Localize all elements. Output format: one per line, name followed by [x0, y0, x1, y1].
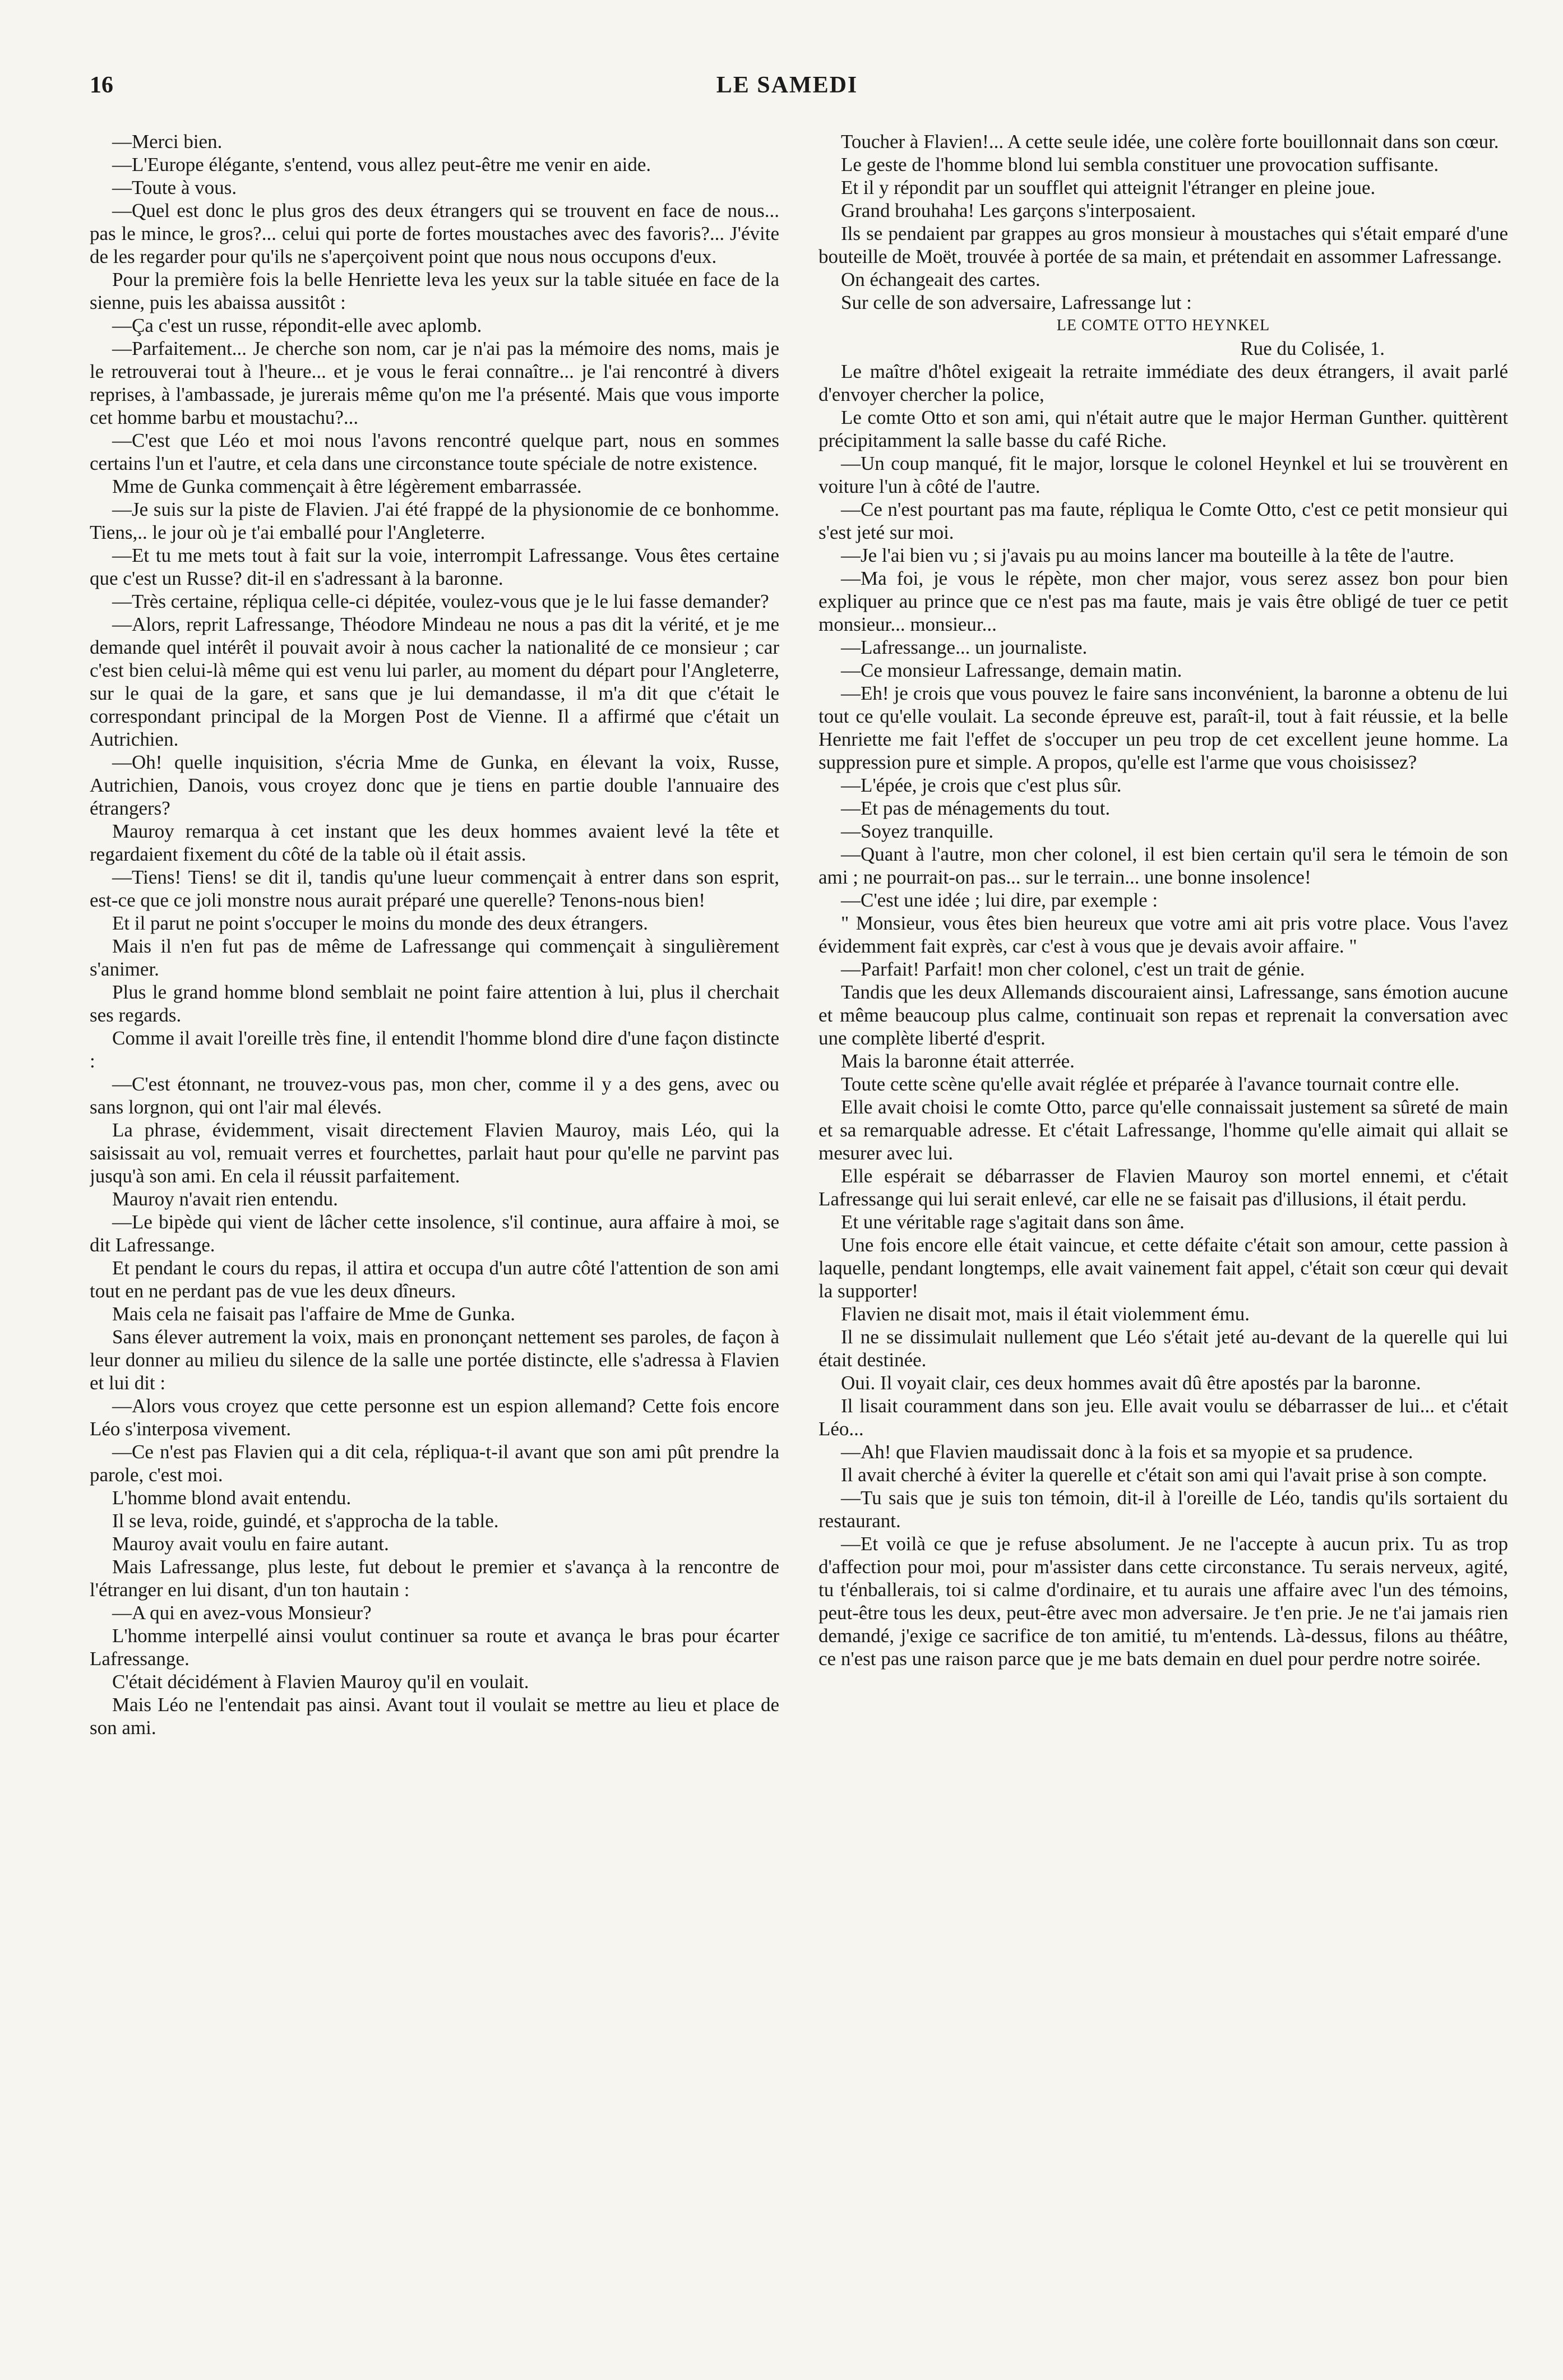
- paragraph: Mauroy n'avait rien entendu.: [112, 1188, 338, 1210]
- paragraph: Mais Léo ne l'entendait pas ainsi. Avant tout il voulait se mettre au lieu et place de son ami.: [90, 1694, 779, 1739]
- paragraph: —Tu sais que je suis ton témoin, dit-il à l'oreille de Léo, tandis qu'ils sortaient du restaurant.: [819, 1487, 1508, 1532]
- paragraph: Il lisait couramment dans son jeu. Elle avait voulu se débarrasser de lui... et c'était Léo...: [819, 1395, 1508, 1440]
- paragraph: —Merci bien.: [112, 131, 223, 152]
- paragraph: —Eh! je crois que vous pouvez le faire sans inconvénient, la baronne a obtenu de lui tout ce qu'elle voulait. La seconde épreuve est, paraît-il, tout à fait réussie, et la belle Henriette me fait l'effet de s'occuper un peu trop de cet excellent jeune homme. La suppression pure et simple. A propos, qu'elle est l'arme que vous choisissez?: [819, 682, 1508, 773]
- paragraph: Le comte Otto et son ami, qui n'était autre que le major Herman Gunther. quittèrent précipitamment la salle basse du café Riche.: [819, 406, 1508, 451]
- paragraph: —Ça c'est un russe, répondit-elle avec aplomb.: [112, 315, 482, 336]
- paragraph: Grand brouhaha! Les garçons s'interposaient.: [841, 200, 1196, 221]
- paragraph: L'homme interpellé ainsi voulut continuer sa route et avança le bras pour écarter Lafressange.: [90, 1625, 779, 1670]
- paragraph: Plus le grand homme blond semblait ne point faire attention à lui, plus il cherchait ses regards.: [90, 981, 779, 1026]
- paragraph: —L'Europe élégante, s'entend, vous allez peut-être me venir en aide.: [112, 154, 651, 175]
- paragraph: Mauroy remarqua à cet instant que les deux hommes avaient levé la tête et regardaient fixement du côté de la table où il était assis.: [90, 820, 779, 865]
- paragraph: —Ce n'est pourtant pas ma faute, répliqua le Comte Otto, c'est ce petit monsieur qui s'est jeté sur moi.: [819, 498, 1508, 543]
- paragraph: —Ce monsieur Lafressange, demain matin.: [841, 659, 1182, 681]
- paragraph: Il se leva, roide, guindé, et s'approcha de la table.: [112, 1510, 499, 1532]
- paragraph: Et pendant le cours du repas, il attira et occupa d'un autre côté l'attention de son ami tout en ne perdant pas de vue les deux dîneurs.: [90, 1257, 779, 1302]
- paragraph: —Parfaitement... Je cherche son nom, car je n'ai pas la mémoire des noms, mais je le retrouverai tout à l'heure... et je vous le ferai connaître... je l'ai rencontré à divers reprises, à l'ambassade, je jurerais même qu'on me l'a présenté. Mais que vous importe cet homme barbu et moustachu?...: [90, 338, 779, 428]
- paragraph: —Soyez tranquille.: [841, 820, 994, 842]
- paragraph: Mais la baronne était atterrée.: [841, 1050, 1075, 1072]
- paragraph: Mais Lafressange, plus leste, fut debout le premier et s'avança à la rencontre de l'étranger en lui disant, d'un ton hautain :: [90, 1556, 779, 1601]
- paragraph: —Très certaine, répliqua celle-ci dépitée, voulez-vous que je le lui fasse demander?: [112, 590, 769, 612]
- paragraph: —Oh! quelle inquisition, s'écria Mme de Gunka, en élevant la voix, Russe, Autrichien, Danois, vous croyez donc que je tiens en partie double l'annuaire des étrangers?: [90, 751, 779, 819]
- paragraph: LE COMTE OTTO HEYNKEL: [1056, 317, 1270, 334]
- paragraph: Comme il avait l'oreille très fine, il entendit l'homme blond dire d'une façon distincte :: [90, 1027, 779, 1072]
- paragraph: Mauroy avait voulu en faire autant.: [112, 1533, 389, 1555]
- paragraph: " Monsieur, vous êtes bien heureux que votre ami ait pris votre place. Vous l'avez évidemment fait exprès, car c'est à vous que je devais avoir affaire. ": [819, 912, 1508, 957]
- right-column: [819, 130, 1508, 2367]
- paragraph: —Parfait! Parfait! mon cher colonel, c'est un trait de génie.: [841, 958, 1305, 980]
- paragraph: —Tiens! Tiens! se dit il, tandis qu'une lueur commençait à entrer dans son esprit, est-ce que ce joli monstre nous aurait préparé une querelle? Tenons-nous bien!: [90, 866, 779, 911]
- paragraph: —Et voilà ce que je refuse absolument. Je ne l'accepte à aucun prix. Tu as trop d'affection pour moi, pour m'assister dans cette circonstance. Tu serais nerveux, agité, tu t'énballerais, toi si calme d'ordinaire, et tu aurais une affaire avec l'un des témoins, peut-être tous les deux, peut-être avec mon adversaire. Je t'en prie. Je ne t'ai jamais rien demandé, j'exige ce sacrifice de ton amitié, tu m'entends. Là-dessus, filons au théâtre, ce n'est pas une raison parce que je me bats demain en duel pour perdre notre soirée.: [819, 1533, 1508, 1670]
- paragraph: Le maître d'hôtel exigeait la retraite immédiate des deux étrangers, il avait parlé d'envoyer chercher la police,: [819, 361, 1508, 405]
- paragraph: —Et pas de ménagements du tout.: [841, 797, 1111, 819]
- paragraph: Et il parut ne point s'occuper le moins du monde des deux étrangers.: [112, 912, 648, 934]
- paragraph: —Toute à vous.: [112, 177, 237, 198]
- paragraph: Une fois encore elle était vaincue, et cette défaite c'était son amour, cette passion à laquelle, pendant longtemps, elle avait vainement fait appel, c'était son cœur qui devait la supporter!: [819, 1234, 1508, 1302]
- paragraph: Elle avait choisi le comte Otto, parce qu'elle connaissait justement sa sûreté de main et sa remarquable adresse. Et c'était Lafressange, l'homme qu'elle aimait qui allait se mesurer avec lui.: [819, 1096, 1508, 1164]
- paragraph: —C'est que Léo et moi nous l'avons rencontré quelque part, nous en sommes certains l'un et l'autre, et cela dans une circonstance toute spéciale de notre existence.: [90, 429, 779, 474]
- paragraph: —Je suis sur la piste de Flavien. J'ai été frappé de la physionomie de ce bonhomme. Tiens,.. le jour où je t'ai emballé pour l'Angleterre.: [90, 498, 779, 543]
- paragraph: —Le bipède qui vient de lâcher cette insolence, s'il continue, aura affaire à moi, se dit Lafressange.: [90, 1211, 779, 1256]
- paragraph: —Quel est donc le plus gros des deux étrangers qui se trouvent en face de nous... pas le mince, le gros?... celui qui porte de fortes moustaches avec des favoris?... J'évite de les regarder pour qu'ils ne s'aperçoivent point que nous nous occupons d'eux.: [90, 200, 779, 267]
- paragraph: Pour la première fois la belle Henriette leva les yeux sur la table située en face de la sienne, puis les abaissa aussitôt :: [90, 269, 779, 313]
- paragraph: —C'est étonnant, ne trouvez-vous pas, mon cher, comme il y a des gens, avec ou sans lorgnon, qui ont l'air mal élevés.: [90, 1073, 779, 1118]
- paragraph: —Et tu me mets tout à fait sur la voie, interrompit Lafressange. Vous êtes certaine que c'est un Russe? dit-il en s'adressant à la baronne.: [90, 544, 779, 589]
- paragraph: Rue du Colisée, 1.: [1240, 338, 1385, 359]
- paragraph: Mais cela ne faisait pas l'affaire de Mme de Gunka.: [112, 1303, 515, 1325]
- paragraph: —Ma foi, je vous le répète, mon cher major, vous serez assez bon pour bien expliquer au prince que ce n'est pas ma faute, mais je vais être obligé de tuer ce petit monsieur... monsieur...: [819, 567, 1508, 635]
- page-number: 16: [90, 72, 113, 98]
- paragraph: Mais il n'en fut pas de même de Lafressange qui commençait à singulièrement s'animer.: [90, 935, 779, 980]
- paragraph: L'homme blond avait entendu.: [112, 1487, 352, 1509]
- paragraph: Mme de Gunka commençait à être légèrement embarrassée.: [112, 475, 582, 497]
- paragraph: Elle espérait se débarrasser de Flavien Mauroy son mortel ennemi, et c'était Lafressange qui lui serait enlevé, car elle ne se faisait pas d'illusions, il était perdu.: [819, 1165, 1508, 1210]
- paragraph: Et une véritable rage s'agitait dans son âme.: [841, 1211, 1185, 1233]
- paragraph: —Ah! que Flavien maudissait donc à la fois et sa myopie et sa prudence.: [841, 1441, 1413, 1463]
- paragraph: Il ne se dissimulait nullement que Léo s'était jeté au-devant de la querelle qui lui était destinée.: [819, 1326, 1508, 1371]
- paragraph: Flavien ne disait mot, mais il était violemment ému.: [841, 1303, 1250, 1325]
- paragraph: Il avait cherché à éviter la querelle et c'était son ami qui l'avait prise à son compte.: [841, 1464, 1487, 1486]
- paragraph: C'était décidément à Flavien Mauroy qu'il en voulait.: [112, 1671, 529, 1693]
- paragraph: Ils se pendaient par grappes au gros monsieur à moustaches qui s'était emparé d'une bouteille de Moët, trouvée à portée de sa main, et prétendait en assommer Lafressange.: [819, 223, 1508, 267]
- paragraph: Le geste de l'homme blond lui sembla constituer une provocation suffisante.: [841, 154, 1439, 175]
- paragraph: —Ce n'est pas Flavien qui a dit cela, répliqua-t-il avant que son ami pût prendre la parole, c'est moi.: [90, 1441, 779, 1486]
- paragraph: Toute cette scène qu'elle avait réglée et préparée à l'avance tournait contre elle.: [841, 1073, 1460, 1095]
- paragraph: —Un coup manqué, fit le major, lorsque le colonel Heynkel et lui se trouvèrent en voiture l'un à côté de l'autre.: [819, 452, 1508, 497]
- paragraph: —Quant à l'autre, mon cher colonel, il est bien certain qu'il sera le témoin de son ami ; ne pourrait-on pas... sur le terrain... une bonne insolence!: [819, 843, 1508, 888]
- paragraph: —Alors vous croyez que cette personne est un espion allemand? Cette fois encore Léo s'interposa vivement.: [90, 1395, 779, 1440]
- paragraph: La phrase, évidemment, visait directement Flavien Mauroy, mais Léo, qui la saisissait au vol, remuait verres et fourchettes, parlait haut pour qu'elle ne parvint pas jusqu'à son ami. En cela il réussit parfaitement.: [90, 1119, 779, 1187]
- paragraph: Sans élever autrement la voix, mais en prononçant nettement ses paroles, de façon à leur donner au milieu du silence de la salle une portée distincte, elle s'adressa à Flavien et lui dit :: [90, 1326, 779, 1394]
- paragraph: —Je l'ai bien vu ; si j'avais pu au moins lancer ma bouteille à la tête de l'autre.: [841, 544, 1454, 566]
- paragraph: Tandis que les deux Allemands discouraient ainsi, Lafressange, sans émotion aucune et même beaucoup plus calme, continuait son repas et reprenait la conversation avec une complète liberté d'esprit.: [819, 981, 1508, 1049]
- page-header: [90, 72, 1485, 111]
- left-column: [90, 130, 779, 2367]
- paragraph: —L'épée, je crois que c'est plus sûr.: [841, 774, 1122, 796]
- journal-title: LE SAMEDI: [716, 72, 858, 98]
- paragraph: —A qui en avez-vous Monsieur?: [112, 1602, 372, 1624]
- paragraph: Et il y répondit par un soufflet qui atteignit l'étranger en pleine joue.: [841, 177, 1376, 198]
- paragraph: —C'est une idée ; lui dire, par exemple :: [841, 889, 1158, 911]
- paragraph: Sur celle de son adversaire, Lafressange lut :: [841, 292, 1192, 313]
- paragraph: Toucher à Flavien!... A cette seule idée, une colère forte bouillonnait dans son cœur.: [841, 131, 1499, 152]
- paragraph: Oui. Il voyait clair, ces deux hommes avait dû être apostés par la baronne.: [841, 1372, 1421, 1394]
- paragraph: —Lafressange... un journaliste.: [841, 636, 1088, 658]
- paragraph: On échangeait des cartes.: [841, 269, 1041, 290]
- paragraph: —Alors, reprit Lafressange, Théodore Mindeau ne nous a pas dit la vérité, et je me demande quel intérêt il pouvait avoir à nous cacher la nationalité de ce monsieur ; car c'est bien celui-là même qui est venu lui parler, au moment du départ pour l'Angleterre, sur le quai de la gare, et sans que je lui demandasse, il m'a dit que c'était le correspondant principal de la Morgen Post de Vienne. Il a affirmé que c'était un Autrichien.: [90, 613, 779, 750]
